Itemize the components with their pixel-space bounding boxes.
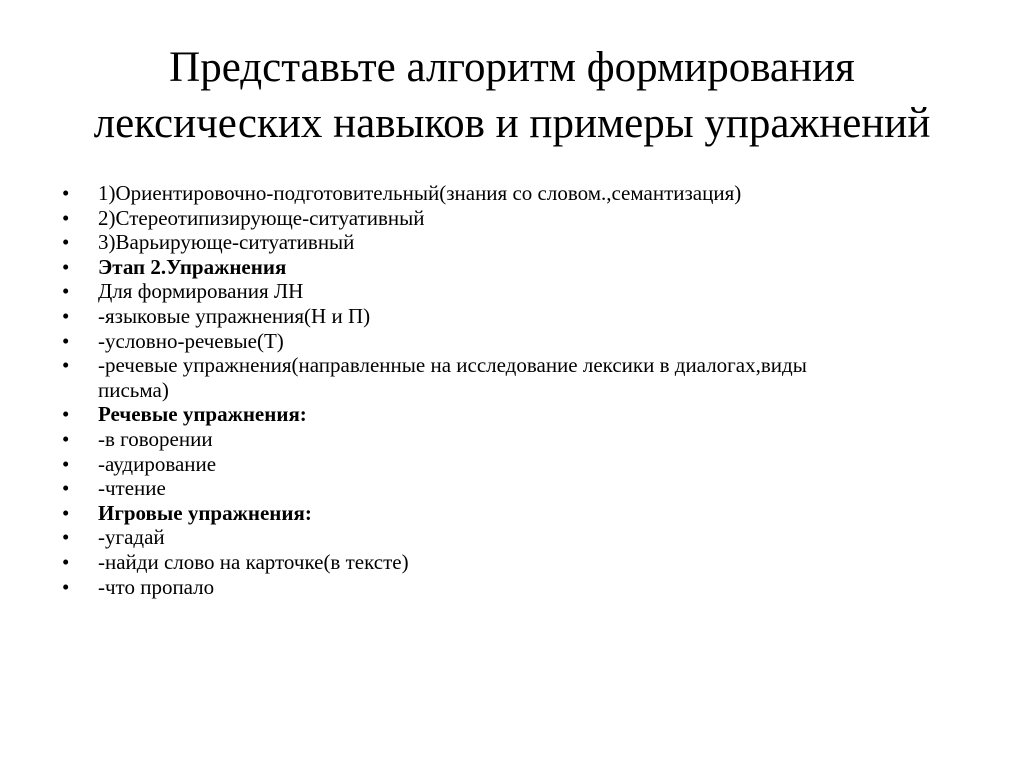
bullet-item (62, 452, 962, 477)
bullet-icon: • (62, 254, 70, 279)
bullet-icon: • (62, 328, 70, 353)
bullet-item (62, 476, 962, 501)
bullet-item (62, 353, 962, 402)
bullet-text: -речевые упражнения(направленные на исследование лексики в диалогах,виды письма) (98, 353, 807, 402)
bullet-text: -условно-речевые(Т) (98, 328, 284, 353)
bullet-item (62, 304, 962, 329)
bullet-item (62, 402, 962, 427)
bullet-list (62, 181, 962, 599)
bullet-icon: • (62, 230, 70, 255)
bullet-icon: • (62, 549, 70, 574)
bullet-text: -аудирование (98, 451, 217, 476)
bullet-item (62, 206, 962, 231)
bullet-item (62, 501, 962, 526)
bullet-text: -что пропало (98, 574, 215, 599)
bullet-icon: • (62, 426, 70, 451)
bullet-item (62, 230, 962, 255)
bullet-icon: • (62, 279, 70, 304)
bullet-icon: • (62, 476, 70, 501)
slide-title-line-1: Представьте алгоритм формирования (169, 44, 855, 91)
bullet-item (62, 255, 962, 280)
bullet-item (62, 575, 962, 600)
bullet-icon: • (62, 205, 70, 230)
bullet-text: -чтение (98, 476, 166, 501)
bullet-text: Игровые упражнения: (98, 500, 312, 525)
slide-title-line-2: лексических навыков и примеры упражнений (93, 100, 931, 147)
bullet-text: 3)Варьирующе-ситуативный (98, 230, 355, 255)
bullet-text: Для формирования ЛН (98, 279, 304, 304)
slide-title (40, 40, 984, 152)
bullet-item (62, 181, 962, 206)
bullet-icon: • (62, 500, 70, 525)
bullet-text: Речевые упражнения: (98, 402, 307, 427)
bullet-text: 1)Ориентировочно-подготовительный(знания со словом.,семантизация) (98, 181, 742, 205)
bullet-item (62, 329, 962, 354)
bullet-icon: • (62, 402, 70, 427)
bullet-item (62, 427, 962, 452)
bullet-text: -найди слово на карточке(в тексте) (98, 549, 409, 574)
bullet-icon: • (62, 574, 70, 599)
bullet-text: -угадай (98, 525, 165, 550)
bullet-text: -в говорении (98, 426, 213, 451)
bullet-icon: • (62, 525, 70, 550)
bullet-text: Этап 2.Упражнения (98, 254, 287, 279)
bullet-icon: • (62, 181, 70, 205)
bullet-item (62, 550, 962, 575)
bullet-text: -языковые упражнения(Н и П) (98, 303, 371, 328)
bullet-icon: • (62, 353, 70, 378)
bullet-item (62, 279, 962, 304)
bullet-item (62, 525, 962, 550)
bullet-text: 2)Стереотипизирующе-ситуативный (98, 205, 425, 230)
bullet-icon: • (62, 451, 70, 476)
bullet-icon: • (62, 303, 70, 328)
